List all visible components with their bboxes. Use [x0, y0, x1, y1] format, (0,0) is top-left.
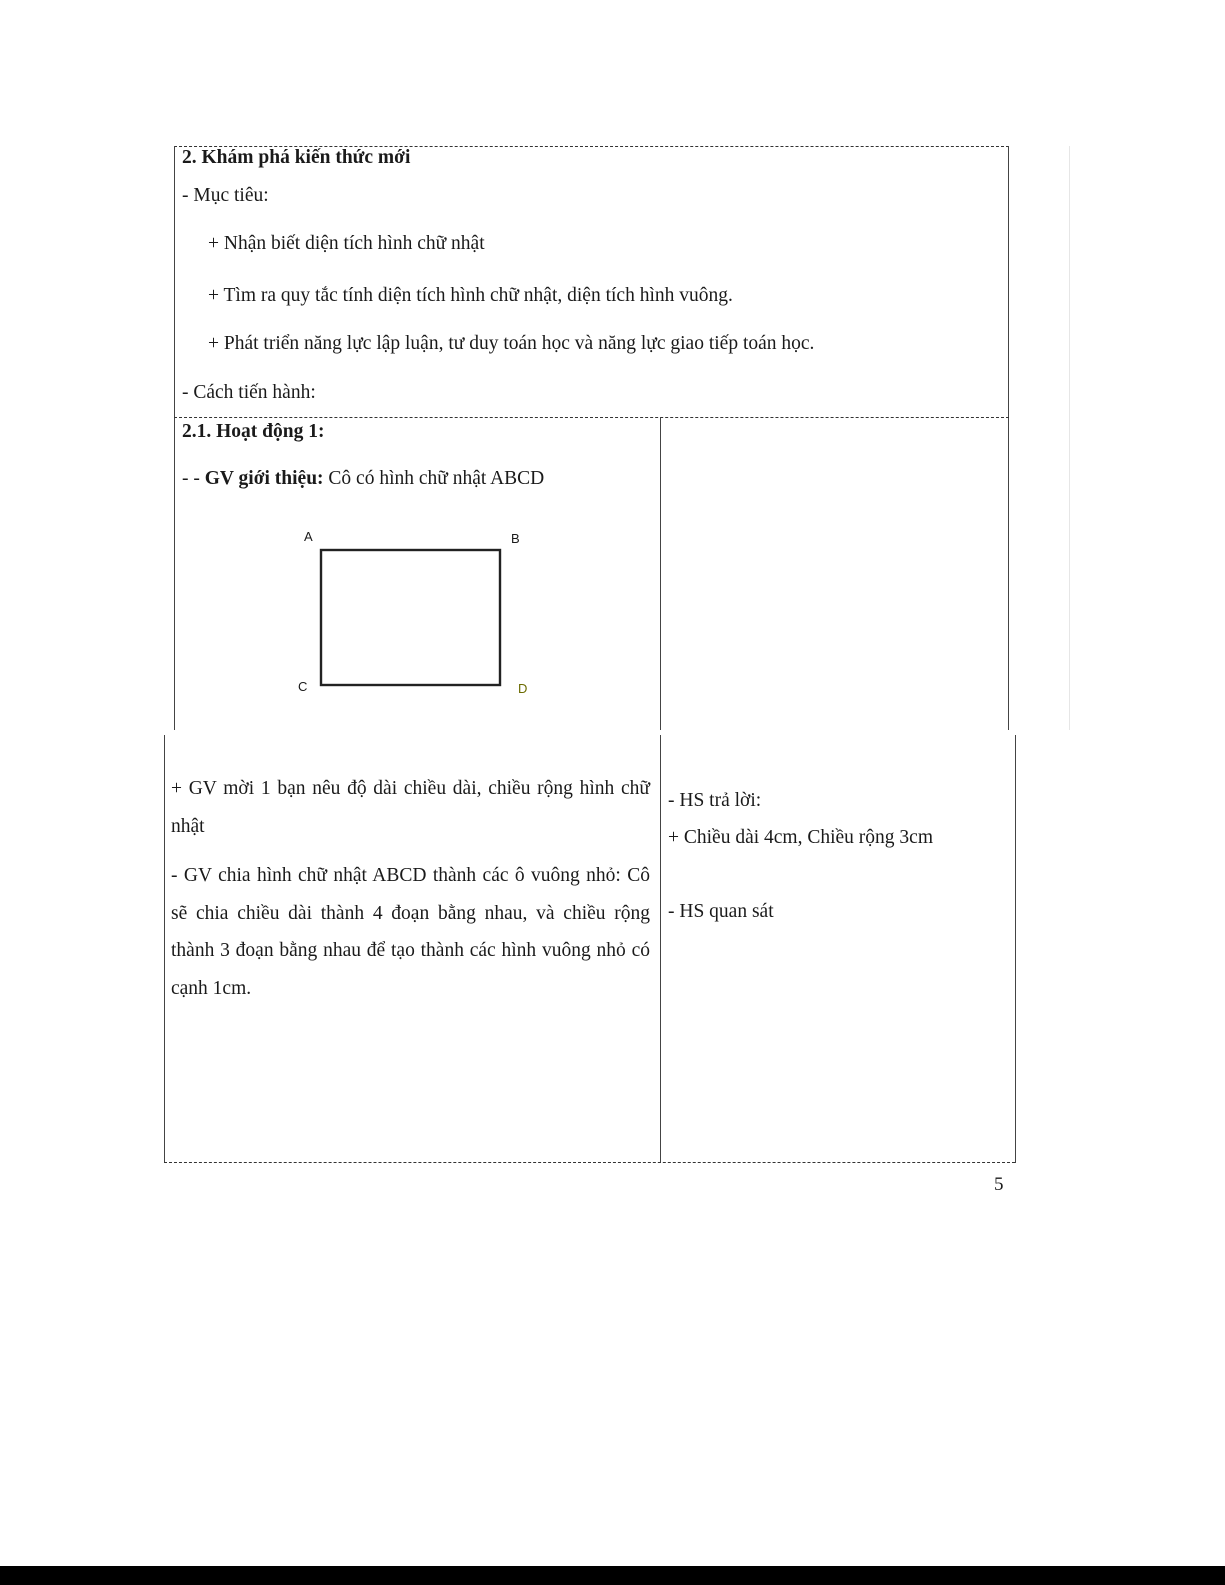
- rectangle-abcd-shape: [318, 547, 504, 688]
- objective-label: - Mục tiêu:: [182, 185, 269, 206]
- student-observe: - HS quan sát: [668, 901, 774, 922]
- vertex-label-d: D: [518, 681, 528, 696]
- objective-item: + Nhận biết diện tích hình chữ nhật: [208, 233, 485, 254]
- teacher-instruction: + GV mời 1 bạn nêu độ dài chiều dài, chiều rộng hình chữ nhật: [171, 778, 650, 837]
- vertex-label-c: C: [298, 679, 308, 694]
- upper-table-left-border: [174, 146, 175, 730]
- upper-table-right-border: [1008, 146, 1009, 730]
- activity-title: 2.1. Hoạt động 1:: [182, 421, 325, 442]
- page-number: 5: [994, 1174, 1004, 1195]
- lower-table-bottom-border: [164, 1162, 1015, 1163]
- lower-table-left-border: [164, 735, 165, 1163]
- vertex-label-b: B: [511, 531, 520, 546]
- objective-item: + Phát triển năng lực lập luận, tư duy toán học và năng lực giao tiếp toán học.: [208, 333, 815, 354]
- activity-intro-prefix: - -: [182, 468, 205, 489]
- lower-table-right-border: [1015, 735, 1016, 1163]
- teacher-instruction: - GV chia hình chữ nhật ABCD thành các ô vuông nhỏ: Cô sẽ chia chiều dài thành 4 đoạn bằng nhau, và chiều rộng thành 3 đoạn bằng nhau để tạo thành các hình vuông nhỏ có cạnh 1cm.: [171, 865, 650, 999]
- student-answer-label: - HS trả lời:: [668, 790, 762, 811]
- objective-item: + Tìm ra quy tắc tính diện tích hình chữ nhật, diện tích hình vuông.: [208, 285, 733, 306]
- student-answer-detail: + Chiều dài 4cm, Chiều rộng 3cm: [668, 827, 933, 848]
- activity-intro-bold: GV giới thiệu:: [204, 468, 324, 489]
- vertex-label-a: A: [304, 529, 313, 544]
- procedure-label: - Cách tiến hành:: [182, 382, 316, 403]
- upper-table-outer-right-line: [1069, 146, 1070, 730]
- lower-table-column-divider: [660, 735, 661, 1163]
- bottom-black-bar: [0, 1566, 1225, 1585]
- activity-intro: [182, 467, 544, 491]
- activity-intro-rest: Cô có hình chữ nhật ABCD: [323, 468, 545, 489]
- upper-table-column-divider: [660, 417, 661, 730]
- section-title: 2. Khám phá kiến thức mới: [182, 147, 411, 168]
- upper-table-row-separator: [174, 417, 1009, 418]
